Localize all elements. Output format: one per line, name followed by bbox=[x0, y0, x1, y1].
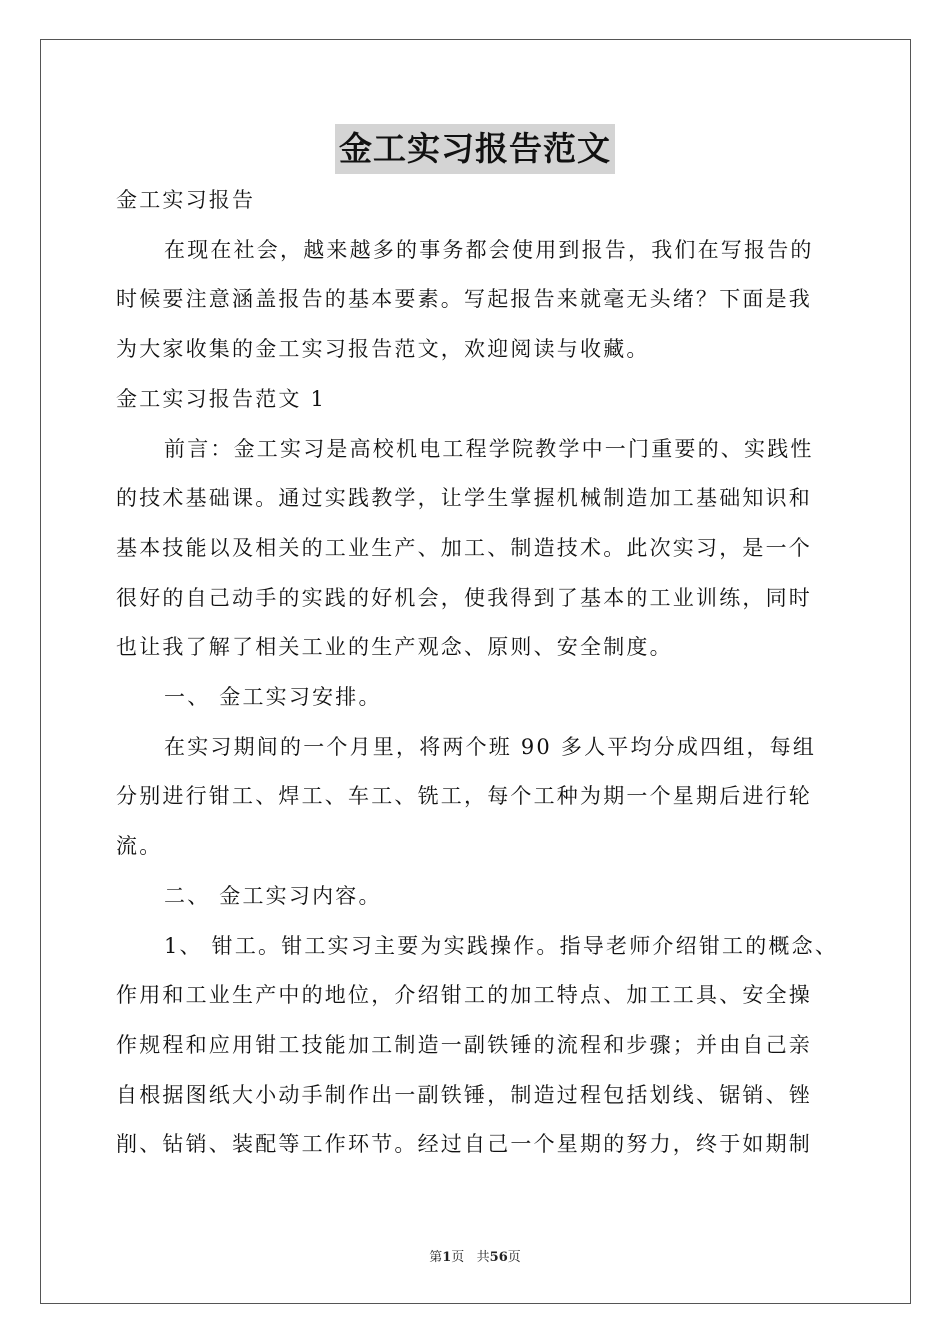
text-line: 也让我了解了相关工业的生产观念、原则、安全制度。 bbox=[116, 635, 673, 660]
title-container bbox=[0, 124, 950, 174]
text-line: 作规程和应用钳工技能加工制造一副铁锤的流程和步骤；并由自己亲 bbox=[116, 1032, 812, 1057]
text-line: 削、钻销、装配等工作环节。经过自己一个星期的努力，终于如期制 bbox=[116, 1132, 812, 1157]
text-line: 在实习期间的一个月里，将两个班 90 多人平均分成四组，每组 bbox=[164, 734, 817, 759]
text-line: 为大家收集的金工实习报告范文，欢迎阅读与收藏。 bbox=[116, 337, 650, 362]
text-line: 分别进行钳工、焊工、车工、铣工，每个工种为期一个星期后进行轮 bbox=[116, 784, 812, 809]
text-line: 在现在社会，越来越多的事务都会使用到报告，我们在写报告的 bbox=[164, 237, 814, 262]
text-line: 二、 金工实习内容。 bbox=[164, 883, 382, 908]
current-page-number: 1 bbox=[442, 1250, 452, 1265]
footer-mid: 页 共 bbox=[451, 1250, 490, 1265]
document-body bbox=[116, 176, 839, 1170]
text-line: 1、 钳工。钳工实习主要为实践操作。指导老师介绍钳工的概念、 bbox=[164, 933, 839, 958]
footer-suffix: 页 bbox=[507, 1250, 521, 1265]
footer-prefix: 第 bbox=[429, 1250, 443, 1265]
text-line: 一、 金工实习安排。 bbox=[164, 685, 382, 710]
page-footer bbox=[0, 1246, 950, 1265]
total-page-count: 56 bbox=[489, 1250, 508, 1265]
text-line: 很好的自己动手的实践的好机会，使我得到了基本的工业训练，同时 bbox=[116, 585, 812, 610]
text-line: 基本技能以及相关的工业生产、加工、制造技术。此次实习，是一个 bbox=[116, 535, 812, 560]
text-line: 金工实习报告 bbox=[116, 188, 256, 212]
text-line: 作用和工业生产中的地位，介绍钳工的加工特点、加工工具、安全操 bbox=[116, 983, 812, 1008]
text-line: 流。 bbox=[116, 834, 163, 859]
text-line: 自根据图纸大小动手制作出一副铁锤，制造过程包括划线、锯销、锉 bbox=[116, 1082, 812, 1107]
text-line: 时候要注意涵盖报告的基本要素。写起报告来就毫无头绪？下面是我 bbox=[116, 287, 812, 312]
document-title: 金工实习报告范文 bbox=[335, 124, 615, 174]
text-line: 前言：金工实习是高校机电工程学院教学中一门重要的、实践性 bbox=[164, 436, 814, 461]
text-line: 的技术基础课。通过实践教学，让学生掌握机械制造加工基础知识和 bbox=[116, 486, 812, 511]
text-line: 金工实习报告范文 1 bbox=[116, 386, 327, 411]
